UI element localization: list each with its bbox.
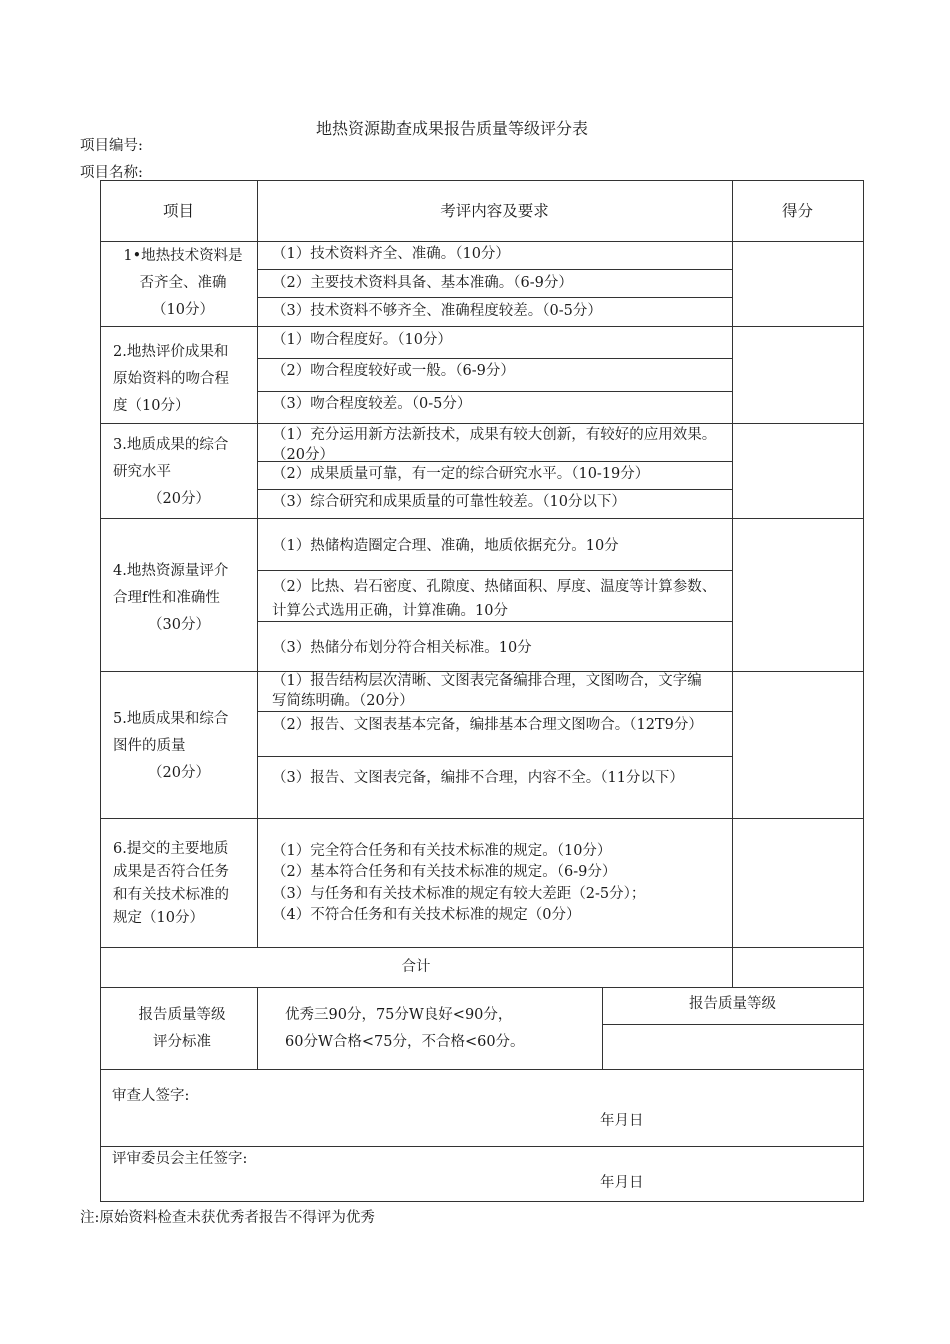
criterion: （1）吻合程度好。（10分）: [272, 332, 452, 348]
criterion: （1）报告结构层次清晰、文图表完备编排合理，文图吻合，文字编写简练明确。（20分）: [272, 673, 702, 709]
sub-row-divider: [257, 711, 733, 712]
grade-level-divider: [602, 1024, 864, 1025]
criterion: （4）不符合任务和有关技术标准的规定（0分）: [272, 907, 581, 923]
criterion: （2）比热、岩石密度、孔隙度、热储面积、厚度、温度等计算参数、计算公式选用正确，计算准确。10分: [272, 579, 717, 619]
criterion: （3）技术资料不够齐全、准确程度较差。（0-5分）: [272, 303, 602, 319]
chair-date-label: 年月日: [600, 1175, 644, 1191]
section-6-category: 6.提交的主要地质 成果是否符合任务 和有关技术标准的 规定（10分）: [113, 841, 229, 926]
column-divider: [257, 180, 258, 947]
column-divider: [257, 987, 258, 1069]
header-score: 得分: [781, 202, 813, 220]
sub-row-divider: [257, 358, 733, 359]
sub-row-divider: [257, 297, 733, 298]
grade-criteria-label: 报告质量等级评分标准: [138, 1007, 226, 1050]
criterion: （1）完全符合任务和有关技术标准的规定。（10分）: [272, 843, 612, 859]
criterion: （3）报告、文图表完备，编排不合理，内容不全。（11分以下）: [272, 770, 684, 786]
criterion: （3）吻合程度较差。（0-5分）: [272, 396, 472, 412]
row-divider: [100, 818, 864, 819]
criterion: （3）与任务和有关技术标准的规定有较大差距（2-5分）；: [272, 886, 646, 902]
sub-row-divider: [257, 489, 733, 490]
criterion: （3）热储分布划分符合相关标准。10分: [272, 640, 532, 656]
header-item: 项目: [162, 202, 194, 220]
footnote: 注:原始资料检查未获优秀者报告不得评为优秀: [80, 1210, 375, 1226]
table-border-left: [100, 180, 101, 1201]
sub-row-divider: [257, 756, 733, 757]
grade-standard-line-1: 优秀三90分，75分W良好<90分，: [285, 1007, 513, 1023]
project-number-label: 项目编号:: [80, 138, 143, 154]
criterion: （1）充分运用新方法新技术，成果有较大创新，有较好的应用效果。（20分）: [272, 427, 717, 463]
row-divider: [100, 987, 864, 988]
row-divider: [100, 423, 864, 424]
section-2-category: 2.地热评价成果和 原始资料的吻合程 度（10分）: [113, 344, 229, 414]
header-criteria: 考评内容及要求: [440, 202, 549, 220]
criterion: （2）基本符合任务和有关技术标准的规定。（6-9分）: [272, 864, 617, 880]
grade-level-field[interactable]: [603, 1027, 862, 1067]
table-border-bottom: [100, 1201, 864, 1202]
section-5-category: 5.地质成果和综合 图件的质量 （20分）: [113, 711, 229, 781]
chair-signature-label: 评审委员会主任签字:: [112, 1151, 248, 1167]
table-border-top: [100, 180, 864, 181]
row-divider: [100, 947, 864, 948]
criterion: （2）报告、文图表基本完备，编排基本合理文图吻合。（12T9分）: [272, 717, 703, 733]
section-4-category: 4.地热资源量评介 合理f性和准确性 （30分）: [113, 563, 229, 633]
criterion: （1）热储构造圈定合理、准确，地质依据充分。10分: [272, 538, 619, 554]
row-divider: [100, 241, 864, 242]
section-3-category: 3.地质成果的综合 研究水平 （20分）: [113, 437, 229, 507]
project-name-label: 项目名称:: [80, 165, 143, 181]
grade-level-label: 报告质量等级: [689, 996, 776, 1012]
row-divider: [100, 518, 864, 519]
sub-row-divider: [257, 391, 733, 392]
table-border-right: [863, 180, 864, 1201]
criterion: （2）成果质量可靠，有一定的综合研究水平。（10-19分）: [272, 466, 650, 482]
column-divider: [732, 180, 733, 987]
criterion: （2）主要技术资料具备、基本准确。（6-9分）: [272, 275, 573, 291]
reviewer-date-label: 年月日: [600, 1113, 644, 1129]
sub-row-divider: [257, 269, 733, 270]
total-label: 合计: [401, 959, 431, 975]
criterion: （2）吻合程度较好或一般。（6-9分）: [272, 363, 515, 379]
criterion: （3）综合研究和成果质量的可靠性较差。（10分以下）: [272, 494, 626, 510]
sub-row-divider: [257, 570, 733, 571]
document-title: 地热资源勘查成果报告质量等级评分表: [316, 119, 589, 138]
section-1-category: 1•地热技术资料是 否齐全、准确 （10分）: [123, 248, 243, 318]
grade-standard-line-2: 60分W合格<75分，不合格<60分。: [285, 1034, 525, 1050]
criterion: （1）技术资料齐全、准确。（10分）: [272, 246, 510, 262]
row-divider: [100, 326, 864, 327]
reviewer-signature-label: 审查人签字:: [112, 1088, 190, 1104]
row-divider: [100, 1069, 864, 1070]
